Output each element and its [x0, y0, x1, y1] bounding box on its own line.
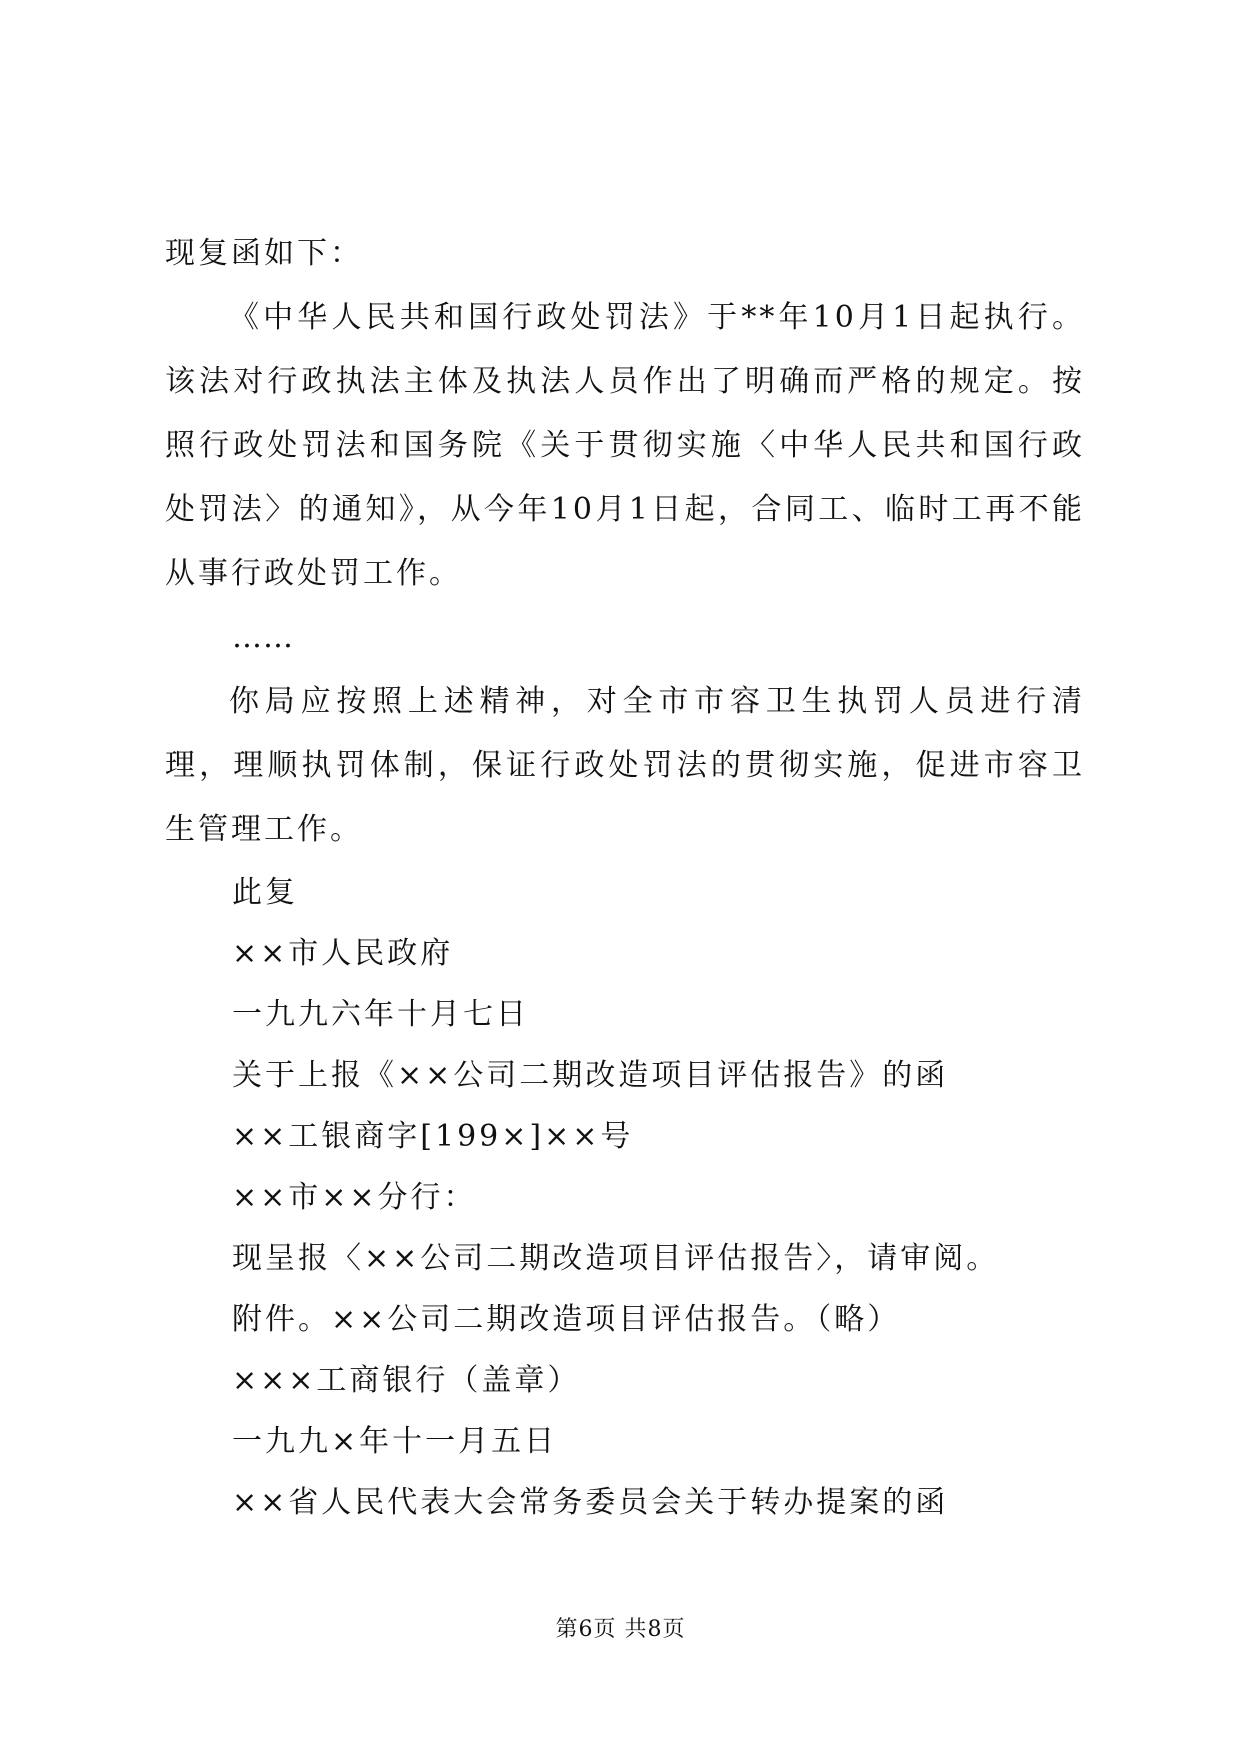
recipient-branch: ××市××分行： — [232, 1180, 477, 1215]
body-second-letter: 现呈报〈××公司二期改造项目评估报告〉，请审阅。 — [232, 1241, 1000, 1276]
title-third-letter: ××省人民代表大会常务委员会关于转办提案的函 — [232, 1485, 949, 1520]
date-second-letter: 一九九×年十一月五日 — [232, 1424, 558, 1459]
attachment-note: 附件。××公司二期改造项目评估报告。（略） — [232, 1302, 901, 1337]
document-number: ××工银商字[199×]××号 — [232, 1119, 634, 1154]
signer-bank: ×××工商银行（盖章） — [232, 1363, 581, 1398]
document-body — [165, 222, 1085, 1533]
paragraph-law: 《中华人民共和国行政处罚法》于**年10月1日起执行。该法对行政执法主体及执法人员作出了明确而严格的规定。按照行政处罚法和国务院《关于贯彻实施〈中华人民共和国行政处罚法〉的通知》，从今年10月1日起，合同工、临时工再不能从事行政处罚工作。 — [165, 300, 1085, 591]
title-second-letter: 关于上报《××公司二期改造项目评估报告》的函 — [232, 1058, 949, 1093]
paragraph-intro: 现复函如下： — [165, 236, 363, 271]
signer-city-government: ××市人民政府 — [232, 936, 454, 971]
page-indicator: 第6页 共8页 — [555, 1617, 686, 1642]
reply-closing: 此复 — [232, 875, 298, 910]
paragraph-instruction: 你局应按照上述精神，对全市市容卫生执罚人员进行清理，理顺执罚体制，保证行政处罚法的贯彻实施，促进市容卫生管理工作。 — [165, 684, 1085, 847]
date-first-letter: 一九九六年十月七日 — [232, 997, 529, 1032]
ellipsis-omission: …… — [232, 620, 294, 655]
page-footer — [0, 1612, 1241, 1643]
